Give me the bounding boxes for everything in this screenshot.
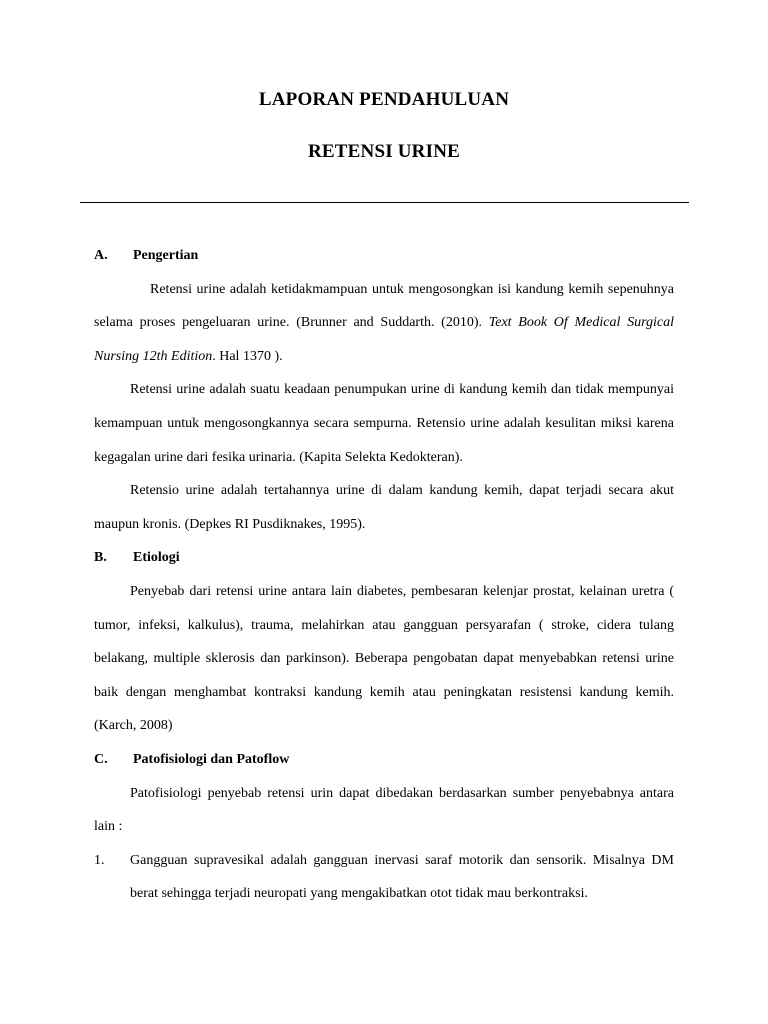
paragraph-etiologi-1: Penyebab dari retensi urine antara lain diabetes, pembesaran kelenjar prostat, kelainan uretra ( tumor, infeksi, kalkulus), trauma, melahirkan atau gangguan persyarafan ( stroke, cidera tulang belakang, multiple sklerosis dan parkinson). Beberapa pengobatan dapat menyebabkan retensi urine baik dengan menghambat kontraksi kandung kemih atau peningkatan resistensi kandung kemih. (Karch, 2008)	[94, 583, 674, 734]
header-divider	[80, 202, 689, 203]
paragraph-pengertian-2: Retensi urine adalah suatu keadaan penumpukan urine di kandung kemih dan tidak mempunyai kemampuan untuk mengosongkannya secara sempurna. Retensio urine adalah kesulitan miksi karena kegagalan urine dari fesika urinaria. (Kapita Selekta Kedokteran).	[94, 382, 674, 465]
section-heading-pengertian	[94, 239, 674, 273]
paragraph-pengertian-3: Retensio urine adalah tertahannya urine di dalam kandung kemih, dapat terjadi secara akut maupun kronis. (Depkes RI Pusdiknakes, 1995).	[94, 483, 674, 532]
paragraph-pengertian-1	[94, 273, 674, 374]
citation-book-title: Text Book Of Medical Surgical Nursing 12th Edition	[94, 315, 674, 364]
document-subtitle: RETENSI URINE	[307, 141, 460, 162]
section-title: Pengertian	[133, 248, 199, 263]
section-letter: A.	[94, 248, 108, 263]
section-letter: B.	[94, 550, 107, 566]
paragraph-text: Retensi urine adalah ketidakmampuan untuk mengosongkan isi kandung kemih sepenuhnya selama proses pengeluaran urine. (Brunner and Suddarth. (2010).	[94, 281, 674, 331]
section-title: Etiologi	[133, 550, 180, 566]
section-title: Patofisiologi dan Patoflow	[133, 751, 290, 767]
document-title: LAPORAN PENDAHULUAN	[258, 89, 510, 110]
list-number: 1.	[94, 852, 105, 868]
document-body	[94, 239, 674, 911]
list-text: Gangguan supravesikal adalah gangguan inervasi saraf motorik dan sensorik. Misalnya DM berat sehingga terjadi neuropati yang mengakibatkan otot tidak mau berkontraksi.	[130, 852, 674, 902]
section-letter: C.	[94, 751, 108, 767]
list-item	[94, 844, 674, 911]
section-heading-patofisiologi	[94, 743, 674, 777]
paragraph-text-tail: . Hal 1370 ).	[212, 348, 283, 364]
paragraph-patofisiologi-1: Patofisiologi penyebab retensi urin dapat dibedakan berdasarkan sumber penyebabnya antara lain :	[94, 785, 674, 835]
section-heading-etiologi	[94, 541, 674, 575]
